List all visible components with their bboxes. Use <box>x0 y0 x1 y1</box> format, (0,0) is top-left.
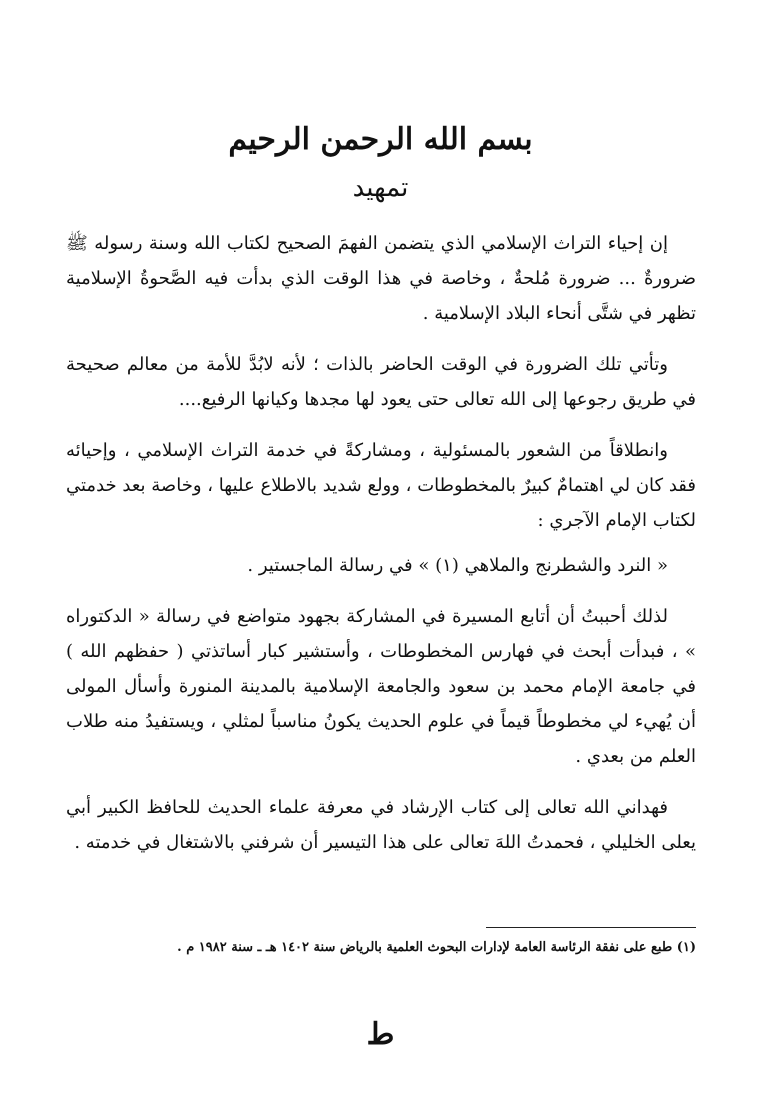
page-number: ط <box>366 1017 395 1052</box>
paragraph-4: « النرد والشطرنج والملاهي (١) » في رسالة الماجستير . <box>247 555 668 576</box>
paragraph-3: وانطلاقاً من الشعور بالمسئولية ، ومشاركةً في خدمة التراث الإسلامي ، وإحيائه فقد كان لي اهتمامٌ كبيرٌ بالمخطوطات ، وولع شديد بالاطلاع عليها ، وخاصة بعد خدمتي لكتاب الإمام الآجري : <box>66 440 696 531</box>
basmala-heading: بسم الله الرحمن الرحيم <box>228 122 533 157</box>
paragraph-2: وتأتي تلك الضرورة في الوقت الحاضر بالذات ؛ لأنه لابُدَّ للأمة من معالم صحيحة في طريق رجوعها إلى الله تعالى حتى يعود لها مجدها وكيانها الرفيع.... <box>66 354 696 410</box>
footnote: (١) طبع على نفقة الرئاسة العامة لإدارات البحوث العلمية بالرياض سنة ١٤٠٢ هـ ـ سنة ١٩٨٢ م . <box>177 940 696 955</box>
paragraph-5: لذلك أحببتُ أن أتابع المسيرة في المشاركة بجهود متواضع في رسالة « الدكتوراه » ، فبدأت أبحث في فهارس المخطوطات ، وأستشير كبار أساتذتي ( حفظهم الله ) في جامعة الإمام محمد بن سعود والجامعة الإسلامية بالمدينة المنورة وأسأل المولى أن يُهيء لي مخطوطاً قيماً في علوم الحديث يكونُ مناسباً لمثلي ، ويستفيدُ منه طلاب العلم من بعدي . <box>66 606 696 767</box>
footnote-divider <box>486 927 696 928</box>
paragraph-6: فهداني الله تعالى إلى كتاب الإرشاد في معرفة علماء الحديث للحافظ الكبير أبي يعلى الخليلي ، فحمدتُ اللهَ تعالى على هذا التيسير أن شرفني بالاشتغال في خدمته . <box>66 797 696 853</box>
body-text <box>66 226 696 876</box>
paragraph-1: إن إحياء التراث الإسلامي الذي يتضمن الفهمَ الصحيح لكتاب الله وسنة رسوله ﷺ ضرورةٌ ... ضرورة مُلحةٌ ، وخاصة في هذا الوقت الذي بدأت فيه الصَّحوةُ الإسلامية تظهر في شتَّى أنحاء البلاد الإسلامية . <box>66 233 696 324</box>
section-title: تمهيد <box>352 173 409 203</box>
